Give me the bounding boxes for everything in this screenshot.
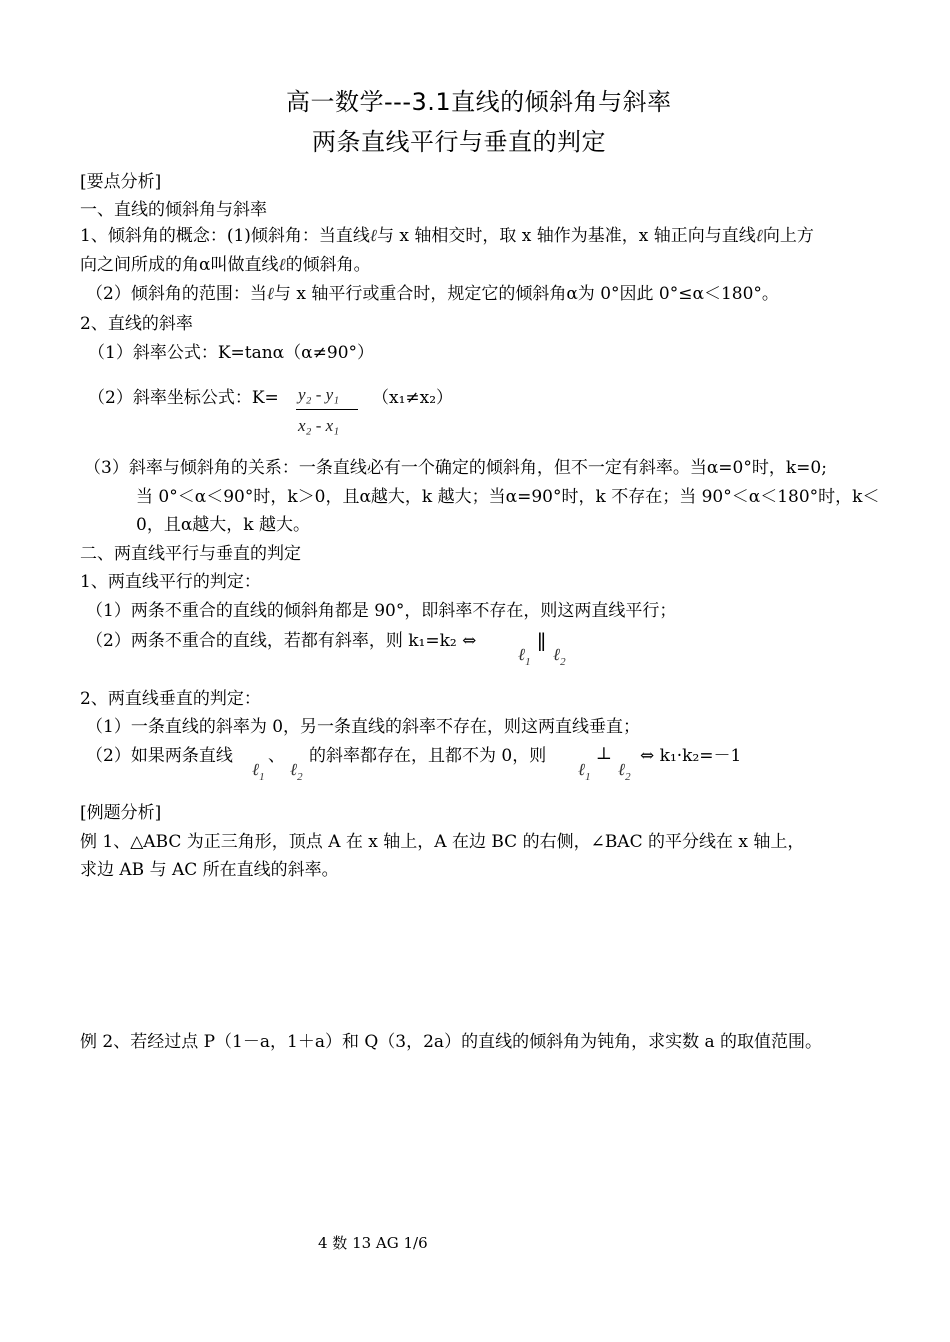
ell1-symbol: ℓ$_1$ <box>578 760 591 783</box>
slope-angle-relation-line3: 0，且α越大，k 越大。 <box>136 515 311 535</box>
perpendicular-rule2-b: 的斜率都存在，且都不为 0，则 <box>309 746 547 766</box>
text: （2）倾斜角的范围：当 <box>86 284 267 304</box>
fraction-bar <box>296 409 358 410</box>
inclination-range <box>86 284 779 304</box>
ell2-symbol: ℓ$_2$ <box>553 645 566 668</box>
part1-heading: 一、直线的倾斜角与斜率 <box>80 200 267 220</box>
parallel-symbol: ∥ <box>537 630 547 654</box>
text: 与 x 轴相交时，取 x 轴作为基准，x 轴正向与直线 <box>377 226 756 246</box>
slope-coordinate-formula: （2）斜率坐标公式：K= <box>88 388 279 408</box>
inclination-concept-line1 <box>80 226 814 246</box>
text: 向上方 <box>762 226 814 246</box>
section-key-points: [要点分析] <box>80 172 162 192</box>
examples-heading: [例题分析] <box>80 803 162 823</box>
separator: 、 <box>268 746 285 766</box>
text: 1、倾斜角的概念：(1)倾斜角：当直线 <box>80 226 370 246</box>
line-ell-symbol: ℓ <box>755 226 763 245</box>
perpendicular-heading: 2、两直线垂直的判定： <box>80 689 261 709</box>
ell1-symbol: ℓ$_1$ <box>252 760 265 783</box>
part2-heading: 二、两直线平行与垂直的判定 <box>80 544 301 564</box>
ell1-symbol: ℓ$_1$ <box>518 645 531 668</box>
slope-angle-relation-line2: 当 0°＜α＜90°时，k＞0，且α越大，k 越大；当α=90°时，k 不存在；当 90°＜α＜180°时，k＜ <box>136 487 880 507</box>
line-ell-symbol: ℓ <box>278 255 286 274</box>
text: 与 x 轴平行或重合时，规定它的倾斜角α为 0°因此 0°≤α＜180°。 <box>273 284 779 304</box>
example2: 例 2、若经过点 P（1－a，1＋a）和 Q（3，2a）的直线的倾斜角为钝角，求实数 a 的取值范围。 <box>80 1032 823 1052</box>
page-title: 高一数学---3.1直线的倾斜角与斜率 <box>286 88 672 116</box>
parallel-rule1: （1）两条不重合的直线的倾斜角都是 90°，即斜率不存在，则这两直线平行； <box>86 601 677 621</box>
slope-heading: 2、直线的斜率 <box>80 314 193 334</box>
parallel-heading: 1、两直线平行的判定： <box>80 572 261 592</box>
inclination-concept-line2 <box>80 255 371 275</box>
example1-line2: 求边 AB 与 AC 所在直线的斜率。 <box>80 860 339 880</box>
text: 的倾斜角。 <box>285 255 371 275</box>
line-ell-symbol: ℓ <box>266 284 274 303</box>
page-footer: 4 数 13 AG 1/6 <box>318 1234 428 1252</box>
fraction-numerator: y₂ - y₁ <box>298 385 340 404</box>
slope-angle-relation-line1: （3）斜率与倾斜角的关系：一条直线必有一个确定的倾斜角，但不一定有斜率。当α=0°时，k=0; <box>84 458 827 478</box>
perpendicular-symbol: ⊥ <box>596 744 612 764</box>
perpendicular-rule1: （1）一条直线的斜率为 0，另一条直线的斜率不存在，则这两直线垂直； <box>86 717 641 737</box>
ell2-symbol: ℓ$_2$ <box>618 760 631 783</box>
example1-line1: 例 1、△ABC 为正三角形，顶点 A 在 x 轴上，A 在边 BC 的右侧，∠BAC 的平分线在 x 轴上， <box>80 832 805 852</box>
page-subtitle: 两条直线平行与垂直的判定 <box>312 128 606 156</box>
fraction-denominator: x₂ - x₁ <box>298 416 340 435</box>
perpendicular-rule2-a: （2）如果两条直线 <box>86 746 233 766</box>
ell2-symbol: ℓ$_2$ <box>290 760 303 783</box>
line-ell-symbol: ℓ <box>369 226 377 245</box>
slope-formula: （1）斜率公式：K=tanα（α≠90°） <box>88 343 375 363</box>
perpendicular-rule2-c: ⇔ k₁·k₂=－1 <box>640 746 742 766</box>
text: 向之间所成的角α叫做直线 <box>80 255 279 275</box>
parallel-rule2: （2）两条不重合的直线，若都有斜率，则 k₁=k₂ ⇔ <box>86 631 477 651</box>
slope-coordinate-condition: （x₁≠x₂） <box>372 388 454 408</box>
